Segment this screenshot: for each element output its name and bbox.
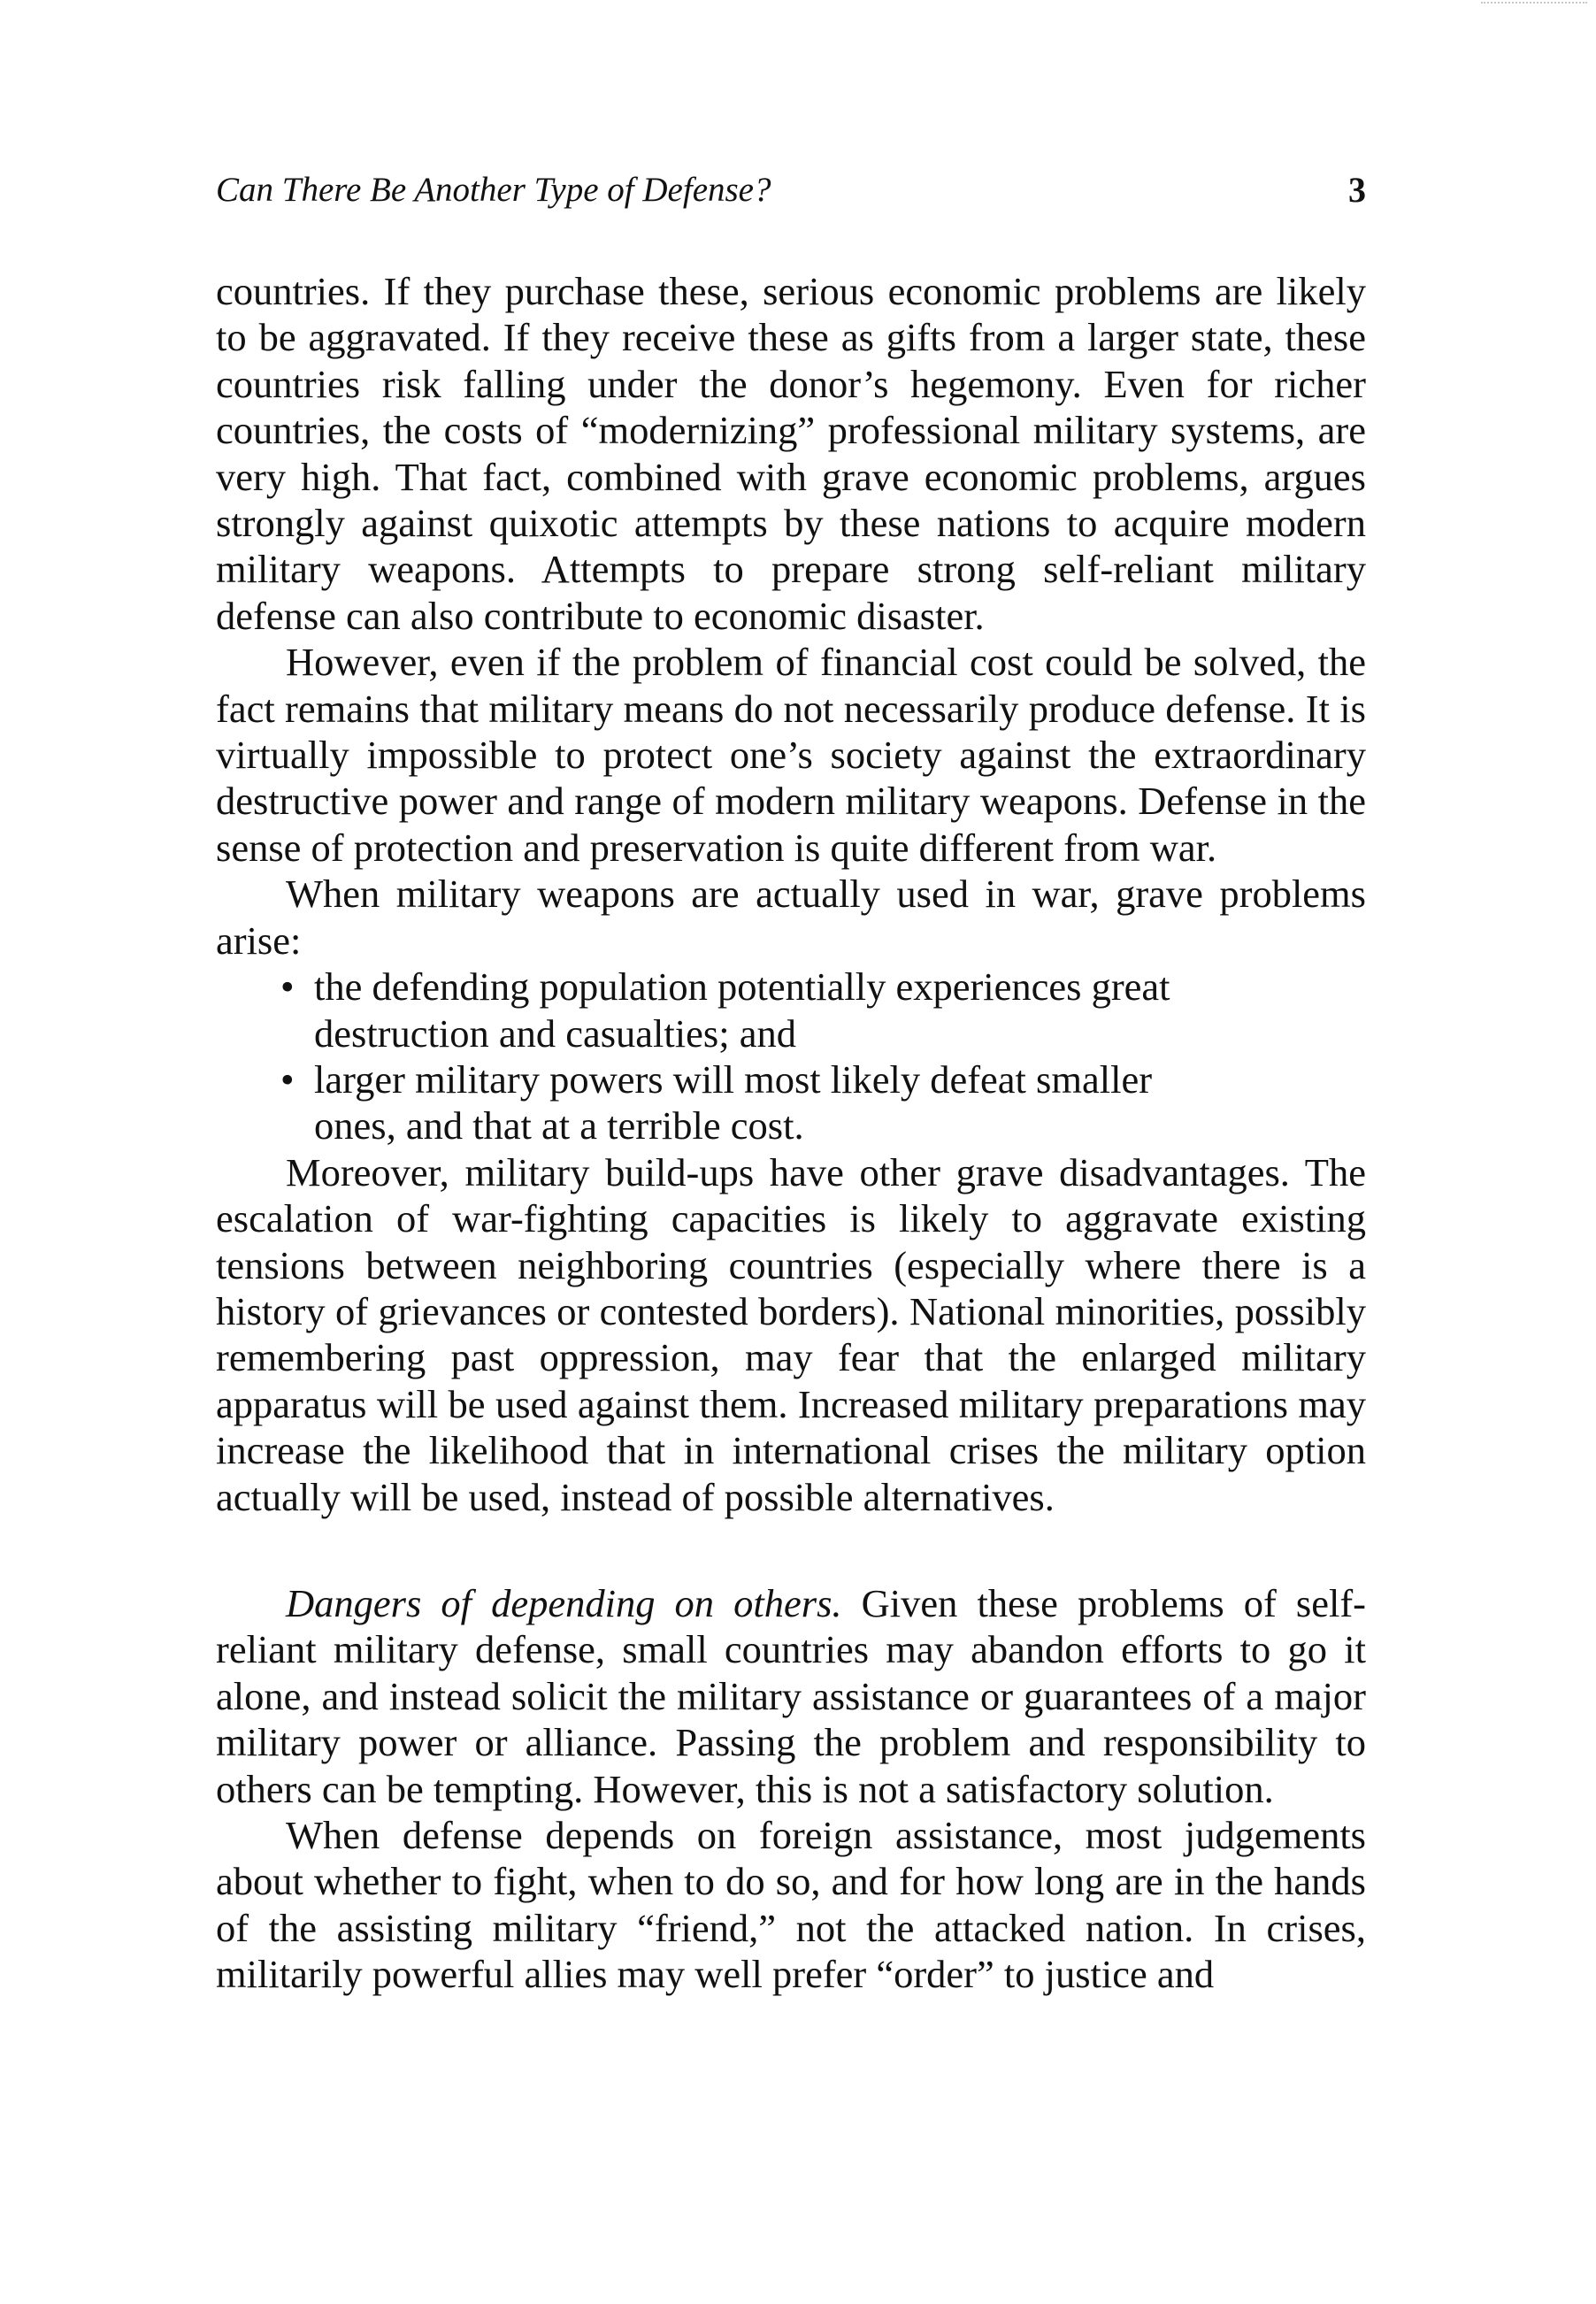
bullet-list [216, 964, 1192, 1149]
paragraph-6: When defense depends on foreign assistance, most judgements about whether to fight, when to do so, and for how long are in the hands of the assisting military “friend,” not the attacked nation. In crises, militarily powerful allies may well prefer “order” to justice and [216, 1813, 1366, 1997]
paragraph-4: Moreover, military build-ups have other grave disadvantages. The escalation of war-fighting capacities is likely to aggravate existing tensions between neighboring countries (especially where there is a history of grievances or contested borders). National minorities, possibly remembering past oppression, may fear that the enlarged military apparatus will be used against them. Increased military preparations may increase the likelihood that in international crises the military option actually will be used, instead of possible alternatives. [216, 1149, 1366, 1519]
paragraph-5 [216, 1580, 1366, 1812]
scan-artifact-mark [1481, 2, 1587, 4]
bullet-text-2: larger military powers will most likely defeat smaller ones, and that at a terrible cost. [314, 1056, 1153, 1148]
bullet-item-1 [280, 964, 1192, 1056]
paragraph-5-text: Given these problems of self-reliant military defense, small countries may abandon efforts to go it alone, and instead solicit the military assistance or guarantees of a major military power or alliance. Passing the problem and responsibility to others can be tempting. However, this is not a satisfactory solution. [216, 1580, 1366, 1811]
paragraph-2: However, even if the problem of financial cost could be solved, the fact remains that military means do not necessarily produce defense. It is virtually impossible to protect one’s society against the extraordinary destructive power and range of modern military weapons. Defense in the sense of protection and preservation is quite different from war. [216, 640, 1366, 870]
paragraph-3: When military weapons are actually used in war, grave problems arise: [216, 872, 1366, 963]
paragraph-1: countries. If they purchase these, serious economic problems are likely to be aggravated. If they receive these as gifts from a larger state, these countries risk falling under the donor’s hegemony. Even for richer countries, the costs of “modernizing” professional military systems, are very high. That fact, combined with grave economic problems, argues strongly against quixotic attempts by these nations to acquire modern military weapons. Attempts to prepare strong self-reliant military defense can also contribute to economic disaster. [216, 269, 1366, 638]
section-lead-in: Dangers of depending on others. [286, 1580, 842, 1625]
bullet-icon: • [280, 964, 295, 1010]
running-head: Can There Be Another Type of Defense? [216, 171, 771, 209]
bullet-icon: • [280, 1056, 295, 1102]
bullet-text-1: the defending population potentially experiences great destruction and casualties; and [314, 964, 1170, 1056]
page-number: 3 [1348, 170, 1366, 210]
page-header [216, 164, 1366, 217]
body-text [216, 268, 1366, 1998]
bullet-item-2 [280, 1056, 1192, 1149]
